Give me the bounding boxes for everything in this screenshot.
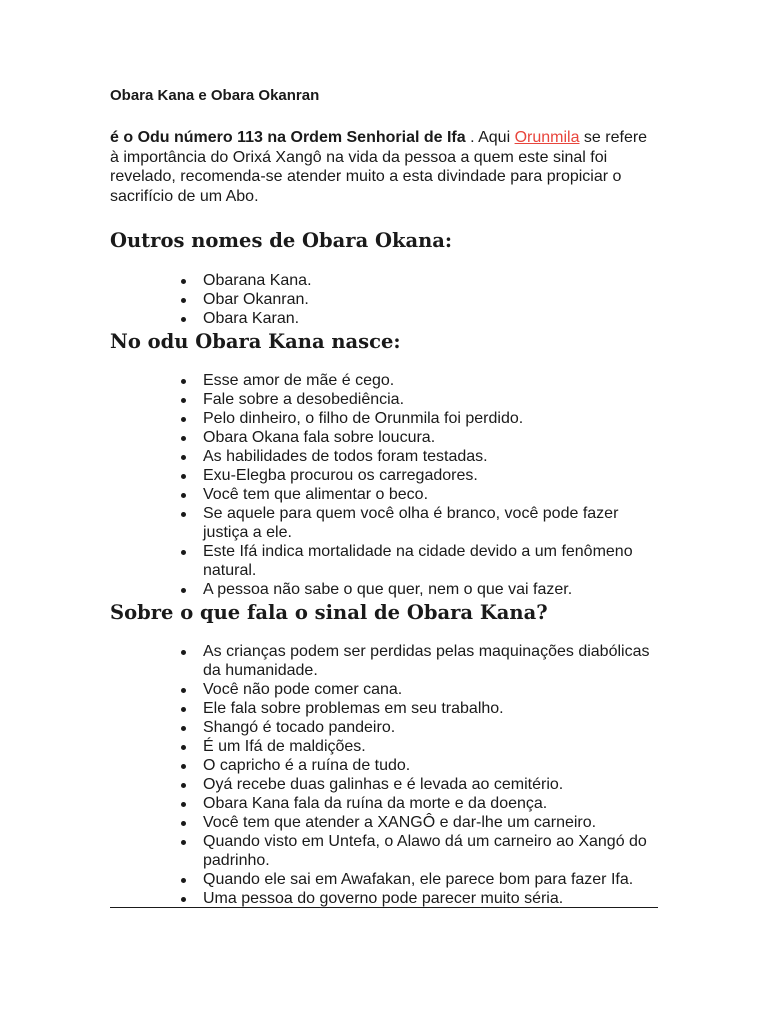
section-heading-other-names: Outros nomes de Obara Okana: <box>110 229 453 252</box>
list-item: As habilidades de todos foram testadas. <box>110 447 658 466</box>
list-what-sign-says <box>110 642 658 908</box>
list-item: É um Ifá de maldições. <box>110 737 658 756</box>
list-item: Obarana Kana. <box>110 271 658 290</box>
section-heading-born-in-odu: No odu Obara Kana nasce: <box>110 330 401 353</box>
intro-text-before-link: . Aqui <box>465 129 515 146</box>
intro-text-after-link: se refere à importância do Orixá Xangô na vida da pessoa a quem este sinal foi revelado, recomenda-se atender muito a esta divindade para propiciar o sacrifício de um Abo. <box>110 129 648 205</box>
bottom-divider <box>110 907 658 908</box>
list-item: A pessoa não sabe o que quer, nem o que vai fazer. <box>110 580 658 599</box>
list-item: Shangó é tocado pandeiro. <box>110 718 658 737</box>
list-item: Fale sobre a desobediência. <box>110 390 658 409</box>
list-other-names <box>110 271 658 328</box>
list-item: Obar Okanran. <box>110 290 658 309</box>
list-born-in-odu <box>110 371 658 599</box>
list-item: Você não pode comer cana. <box>110 680 658 699</box>
list-item: Obara Kana fala da ruína da morte e da doença. <box>110 794 658 813</box>
list-item: Ele fala sobre problemas em seu trabalho. <box>110 699 658 718</box>
list-item: Esse amor de mãe é cego. <box>110 371 658 390</box>
list-item: Oyá recebe duas galinhas e é levada ao cemitério. <box>110 775 658 794</box>
list-item: O capricho é a ruína de tudo. <box>110 756 658 775</box>
orunmila-link[interactable]: Orunmila <box>514 129 580 146</box>
list-item: Uma pessoa do governo pode parecer muito séria. <box>110 889 658 908</box>
list-item: Obara Karan. <box>110 309 658 328</box>
intro-bold-text: é o Odu número 113 na Ordem Senhorial de Ifa <box>110 129 466 146</box>
list-item: Você tem que alimentar o beco. <box>110 485 658 504</box>
list-item: Se aquele para quem você olha é branco, você pode fazer justiça a ele. <box>110 504 658 542</box>
intro-paragraph <box>110 128 658 206</box>
list-item: Obara Okana fala sobre loucura. <box>110 428 658 447</box>
list-item: Quando visto em Untefa, o Alawo dá um carneiro ao Xangó do padrinho. <box>110 832 658 870</box>
document-title: Obara Kana e Obara Okanran <box>110 87 320 104</box>
list-item: Exu-Elegba procurou os carregadores. <box>110 466 658 485</box>
list-item: Este Ifá indica mortalidade na cidade devido a um fenômeno natural. <box>110 542 658 580</box>
list-item: Pelo dinheiro, o filho de Orunmila foi perdido. <box>110 409 658 428</box>
section-heading-what-sign-says: Sobre o que fala o sinal de Obara Kana? <box>110 601 548 624</box>
list-item: As crianças podem ser perdidas pelas maquinações diabólicas da humanidade. <box>110 642 658 680</box>
list-item: Você tem que atender a XANGÔ e dar-lhe um carneiro. <box>110 813 658 832</box>
list-item: Quando ele sai em Awafakan, ele parece bom para fazer Ifa. <box>110 870 658 889</box>
